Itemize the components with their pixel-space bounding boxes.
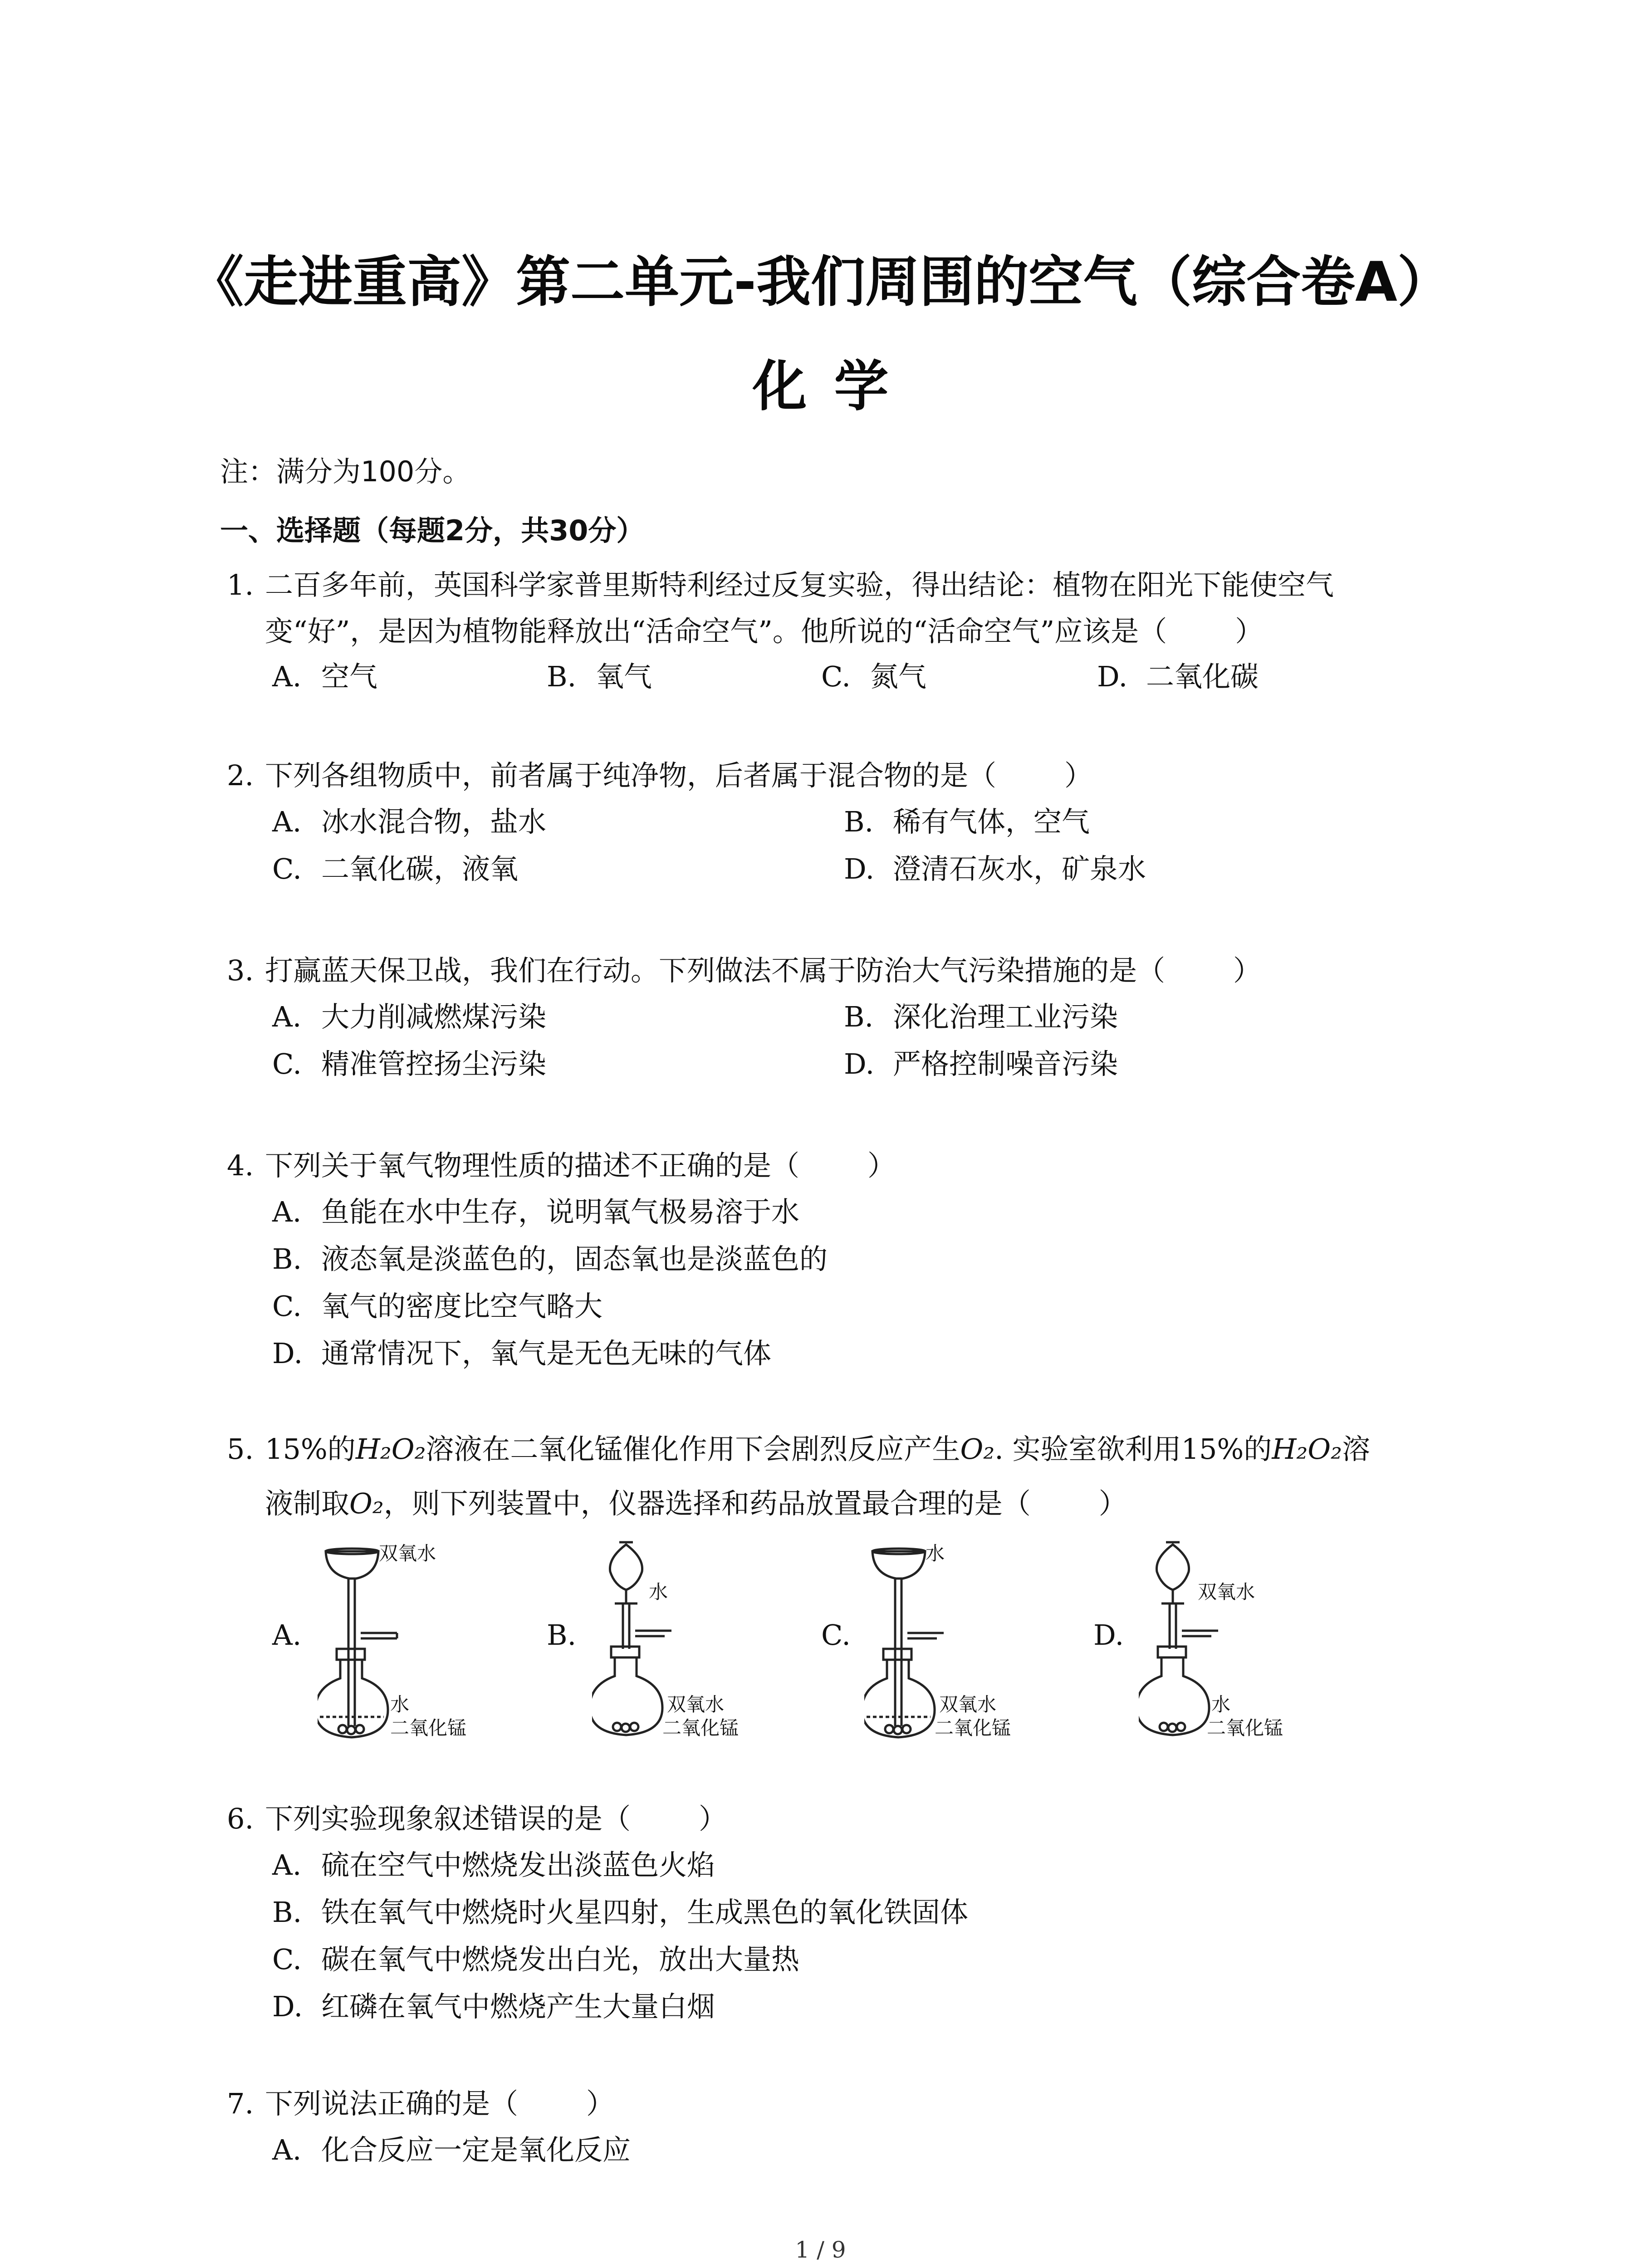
question-number: 6. <box>227 1802 254 1835</box>
question-number: 5. <box>227 1432 254 1466</box>
question-2 <box>227 758 1092 794</box>
option-d: D. 澄清石灰水，矿泉水 <box>844 852 1146 885</box>
question-5: 5. 15%的H₂O₂溶液在二氧化锰催化作用下会剧烈反应产生O₂. 实验室欲利用15%的H₂O₂溶 <box>227 1431 1370 1467</box>
section-heading: 一、选择题（每题2分，共30分） <box>220 514 645 547</box>
question-4 <box>227 1148 896 1184</box>
question-text: 下列实验现象叙述错误的是（ <box>265 1802 631 1835</box>
question-number: 7. <box>227 2087 254 2120</box>
question-number: 4. <box>227 1149 254 1182</box>
formula-o2: O₂ <box>960 1432 995 1466</box>
answer-paren-close: ） <box>1235 615 1264 648</box>
option-c: C. 氧气的密度比空气略大 <box>272 1290 603 1323</box>
option-a: A. 化合反应一定是氧化反应 <box>272 2133 631 2166</box>
question-7 <box>227 2086 614 2122</box>
page-number: 1 / 9 <box>795 2237 846 2263</box>
answer-paren-close: ） <box>1064 759 1093 792</box>
figure-a-flask-tag-1: 水 <box>390 1693 410 1716</box>
figure-d-label: D. <box>1093 1618 1124 1652</box>
formula-o2: O₂ <box>349 1487 384 1520</box>
option-b: B. 深化治理工业污染 <box>844 1000 1118 1033</box>
figure-a-top-tag: 双氧水 <box>379 1542 436 1564</box>
figure-a-flask-tag-2: 二氧化锰 <box>390 1717 467 1739</box>
formula-h2o2: H₂O₂ <box>1272 1432 1342 1466</box>
document-subtitle: 化学 <box>752 355 916 418</box>
figure-b-flask-tag-2: 二氧化锰 <box>662 1717 739 1739</box>
formula-h2o2: H₂O₂ <box>355 1432 426 1466</box>
figure-c-flask-tag-1: 双氧水 <box>939 1693 997 1716</box>
option-a: A. 硫在空气中燃烧发出淡蓝色火焰 <box>272 1848 715 1882</box>
figure-d-flask-tag-2: 二氧化锰 <box>1207 1717 1283 1739</box>
question-number: 1. <box>227 568 254 601</box>
question-text: 下列各组物质中，前者属于纯净物，后者属于混合物的是（ <box>265 759 997 792</box>
figure-b-mid-tag: 水 <box>649 1581 668 1603</box>
question-text: 下列说法正确的是（ <box>265 2087 519 2120</box>
figure-c-top-tag: 水 <box>926 1542 945 1564</box>
figure-a-label: A. <box>272 1618 302 1652</box>
answer-paren-close: ） <box>867 1149 896 1182</box>
option-c: C. 碳在氧气中燃烧发出白光，放出大量热 <box>272 1943 800 1976</box>
score-note: 注：满分为100分。 <box>220 455 471 488</box>
answer-paren-close: ） <box>586 2087 615 2120</box>
question-3 <box>227 953 1261 989</box>
option-a: A. 冰水混合物，盐水 <box>272 805 547 838</box>
option-d: D. 二氧化碳 <box>1097 660 1259 693</box>
answer-paren-close: ） <box>699 1802 727 1835</box>
option-d: D. 通常情况下，氧气是无色无味的气体 <box>272 1337 772 1370</box>
option-b: B. 氧气 <box>547 660 652 693</box>
answer-paren-close: ） <box>1233 954 1262 987</box>
question-number: 3. <box>227 954 254 987</box>
answer-paren-close: ） <box>1098 1487 1127 1520</box>
question-text: 变“好”，是因为植物能释放出“活命空气”。他所说的“活命空气”应该是（ <box>265 615 1167 648</box>
figure-d-flask-tag-1: 水 <box>1211 1693 1231 1716</box>
option-d: D. 红磷在氧气中燃烧产生大量白烟 <box>272 1990 715 2023</box>
separatory-funnel-apparatus-drawing <box>1139 1540 1248 1740</box>
option-c: C. 二氧化碳，液氧 <box>272 852 519 885</box>
figure-b-label: B. <box>547 1618 577 1652</box>
option-b: B. 液态氧是淡蓝色的，固态氧也是淡蓝色的 <box>272 1242 828 1276</box>
question-1 <box>227 567 1334 603</box>
question-text: 下列关于氧气物理性质的描述不正确的是（ <box>265 1149 800 1182</box>
option-b: B. 稀有气体，空气 <box>844 805 1090 838</box>
option-a: A. 空气 <box>272 660 378 693</box>
question-text: 打赢蓝天保卫战，我们在行动。下列做法不属于防治大气污染措施的是（ <box>265 954 1166 987</box>
question-text: 二百多年前，英国科学家普里斯特利经过反复实验，得出结论：植物在阳光下能使空气 <box>265 568 1334 601</box>
question-number: 2. <box>227 759 254 792</box>
question-5-continued: 液制取O₂，则下列装置中，仪器选择和药品放置最合理的是（ ） <box>265 1487 1127 1520</box>
figure-d-mid-tag: 双氧水 <box>1198 1581 1255 1603</box>
apparatus-figure-d <box>1139 1540 1248 1740</box>
figure-c-flask-tag-2: 二氧化锰 <box>935 1717 1011 1739</box>
option-b: B. 铁在氧气中燃烧时火星四射，生成黑色的氧化铁固体 <box>272 1896 969 1929</box>
question-6 <box>227 1801 727 1837</box>
option-d: D. 严格控制噪音污染 <box>844 1047 1118 1080</box>
document-title: 《走进重高》第二单元-我们周围的空气（综合卷A） <box>189 251 1452 314</box>
figure-c-label: C. <box>821 1618 851 1652</box>
figure-b-flask-tag-1: 双氧水 <box>667 1693 725 1716</box>
question-1-continued <box>265 613 1263 650</box>
option-a: A. 大力削减燃煤污染 <box>272 1000 547 1033</box>
option-c: C. 氮气 <box>821 660 927 693</box>
option-c: C. 精准管控扬尘污染 <box>272 1047 547 1080</box>
option-a: A. 鱼能在水中生存，说明氧气极易溶于水 <box>272 1195 800 1228</box>
